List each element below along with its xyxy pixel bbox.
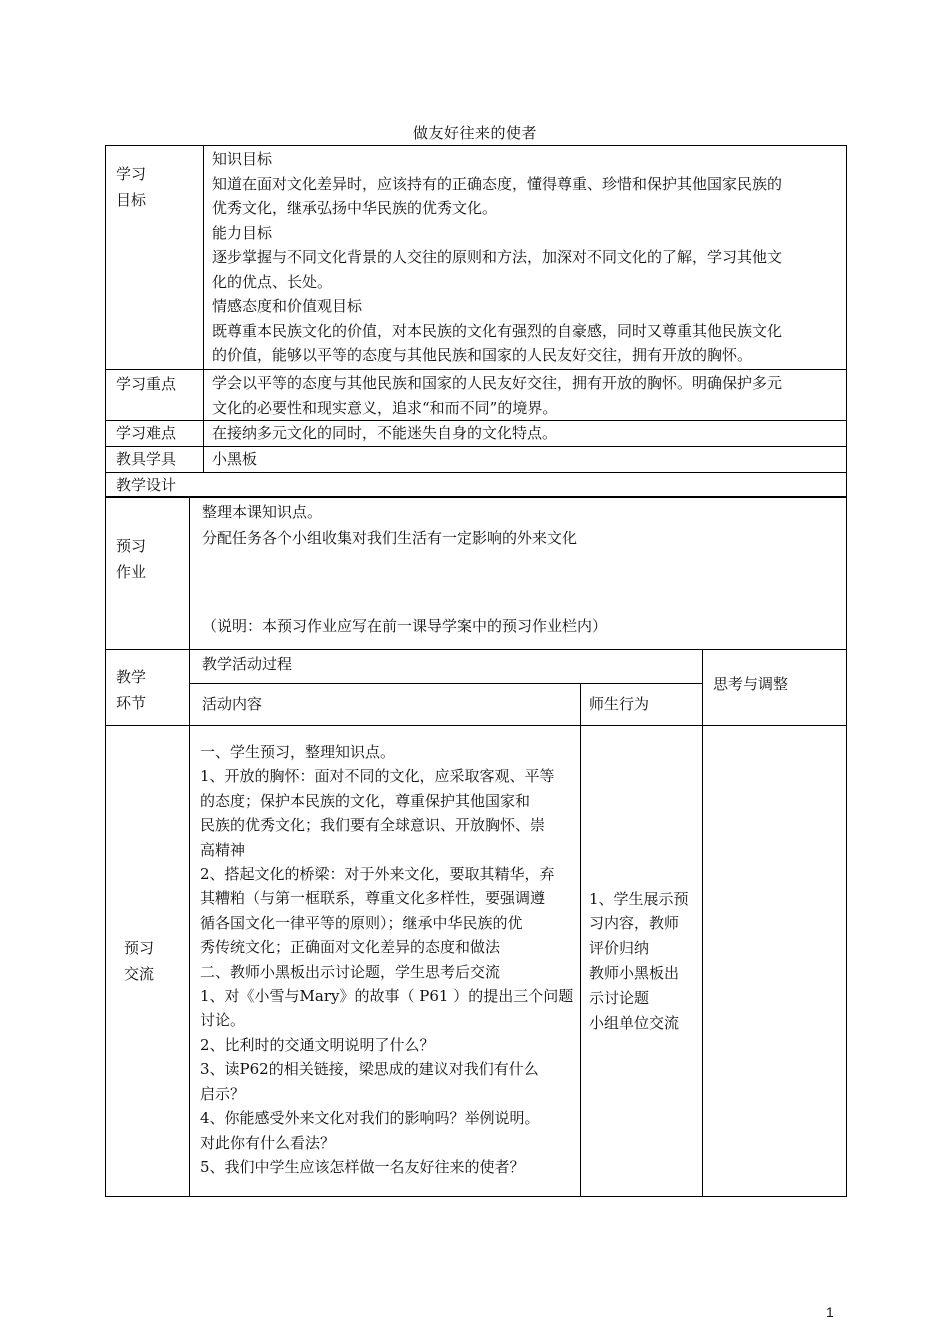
exchange-behavior-line: 示讨论题 — [589, 988, 650, 1007]
exchange-content-line: 1、对《小雪与Mary》的故事（ P61 ）的提出三个问题 — [200, 987, 574, 1006]
difficulties-content-cell — [204, 421, 847, 447]
exchange-content-line: 2、搭起文化的桥梁：对于外来文化，要取其精华，弃 — [200, 865, 555, 884]
exchange-content-line: 的态度；保护本民族的文化，尊重保护其他国家和 — [200, 791, 531, 810]
tools-label: 教具学具 — [116, 450, 177, 468]
preview-label-line2: 作业 — [116, 563, 147, 581]
lesson-info-table — [105, 145, 847, 498]
design-cell — [106, 472, 847, 498]
content-label: 活动内容 — [202, 695, 263, 713]
knowledge-heading: 知识目标 — [212, 150, 273, 168]
tools-content-cell — [204, 447, 847, 473]
key-points-text-line1: 学会以平等的态度与其他民族和国家的人民友好交往，拥有开放的胸怀。明确保护多元 — [212, 374, 783, 392]
emotion-heading: 情感态度和价值观目标 — [212, 297, 363, 315]
exchange-behavior-line: 评价归纳 — [589, 939, 650, 958]
key-points-label: 学习重点 — [116, 375, 177, 393]
objectives-label-cell — [106, 146, 204, 370]
difficulties-label-cell — [106, 421, 204, 447]
reflection-header-cell — [703, 650, 847, 726]
ability-text-line1: 逐步掌握与不同文化背景的人交往的原则和方法，加深对不同文化的了解，学习其他文 — [212, 248, 783, 266]
behavior-label: 师生行为 — [589, 695, 650, 713]
objectives-content-cell — [204, 146, 847, 370]
preview-content-cell — [190, 497, 847, 650]
exchange-content-line: 二、教师小黑板出示讨论题，学生思考后交流 — [200, 962, 501, 981]
exchange-content-line: 4、你能感受外来文化对我们的影响吗？举例说明。 — [200, 1109, 540, 1128]
difficulties-text: 在接纳多元文化的同时，不能迷失自身的文化特点。 — [212, 424, 558, 442]
ability-text-line2: 化的优点、长处。 — [212, 272, 333, 291]
exchange-content-cell — [190, 726, 581, 1197]
section-label-line1: 教学 — [116, 668, 147, 686]
page-title: 做友好往来的使者 — [412, 124, 537, 142]
key-points-label-cell — [106, 370, 204, 421]
exchange-content-line: 高精神 — [200, 840, 246, 859]
tools-text: 小黑板 — [212, 450, 258, 468]
content-header-cell — [190, 684, 581, 726]
tools-label-cell — [106, 447, 204, 473]
exchange-behavior-line: 1、学生展示预 — [589, 889, 689, 908]
teaching-activity-table — [105, 496, 847, 1197]
exchange-behavior-line: 教师小黑板出 — [589, 964, 680, 982]
page-number: 1 — [826, 1304, 834, 1320]
exchange-reflection-cell — [703, 726, 847, 1197]
exchange-behavior-line: 习内容，教师 — [589, 914, 680, 933]
process-label: 教学活动过程 — [202, 655, 293, 673]
emotion-text-line2: 的价值，能够以平等的态度与其他民族和国家的人民友好交往，拥有开放的胸怀。 — [212, 346, 753, 364]
exchange-content-line: 启示？ — [200, 1084, 246, 1103]
preview-label-cell — [106, 497, 190, 650]
ability-heading: 能力目标 — [212, 223, 273, 242]
exchange-content-line: 一、学生预习，整理知识点。 — [200, 743, 396, 761]
exchange-content-line: 秀传统文化；正确面对文化差异的态度和做法 — [200, 938, 501, 957]
exchange-label-line1: 预习 — [124, 939, 155, 957]
process-header-cell — [190, 650, 703, 684]
exchange-content-line: 讨论。 — [200, 1011, 246, 1030]
preview-label-line1: 预习 — [116, 537, 147, 555]
key-points-text-line2: 文化的必要性和现实意义，追求“和而不同”的境界。 — [212, 398, 558, 417]
exchange-content-line: 民族的优秀文化；我们要有全球意识、开放胸怀、崇 — [200, 816, 546, 835]
preview-note: （说明：本预习作业应写在前一课导学案中的预习作业栏内） — [202, 617, 608, 635]
exchange-content-line: 2、比利时的交通文明说明了什么？ — [200, 1035, 435, 1054]
exchange-behavior-cell — [581, 726, 703, 1197]
section-label-cell — [106, 650, 190, 726]
design-label: 教学设计 — [116, 475, 177, 494]
reflection-label: 思考与调整 — [713, 675, 789, 693]
section-label-line2: 环节 — [116, 694, 147, 712]
preview-line1: 整理本课知识点。 — [202, 503, 323, 521]
difficulties-label: 学习难点 — [116, 424, 177, 442]
exchange-content-line: 1、开放的胸怀：面对不同的文化，应采取客观、平等 — [200, 767, 555, 786]
exchange-content-line: 对此你有什么看法？ — [200, 1133, 336, 1152]
objectives-label-line2: 目标 — [116, 191, 147, 209]
knowledge-text-line1: 知道在面对文化差异时，应该持有的正确态度，懂得尊重、珍惜和保护其他国家民族的 — [212, 174, 783, 193]
emotion-text-line1: 既尊重本民族文化的价值，对本民族的文化有强烈的自豪感，同时又尊重其他民族文化 — [212, 321, 783, 340]
behavior-header-cell — [581, 684, 703, 726]
exchange-label-line2: 交流 — [124, 965, 155, 983]
exchange-behavior-line: 小组单位交流 — [589, 1013, 680, 1032]
exchange-content-line: 5、我们中学生应该怎样做一名友好往来的使者？ — [200, 1157, 525, 1176]
exchange-content-line: 循各国文化一律平等的原则）；继承中华民族的优 — [200, 913, 523, 932]
exchange-content-line: 其糟粕（与第一框联系，尊重文化多样性，要强调遵 — [200, 889, 546, 908]
key-points-content-cell — [204, 370, 847, 421]
objectives-label-line1: 学习 — [116, 165, 147, 183]
preview-line2: 分配任务各个小组收集对我们生活有一定影响的外来文化 — [202, 529, 578, 547]
exchange-content-line: 3、读P62的相关链接，梁思成的建议对我们有什么 — [200, 1060, 539, 1079]
exchange-label-cell — [106, 726, 190, 1197]
knowledge-text-line2: 优秀文化，继承弘扬中华民族的优秀文化。 — [212, 199, 498, 217]
